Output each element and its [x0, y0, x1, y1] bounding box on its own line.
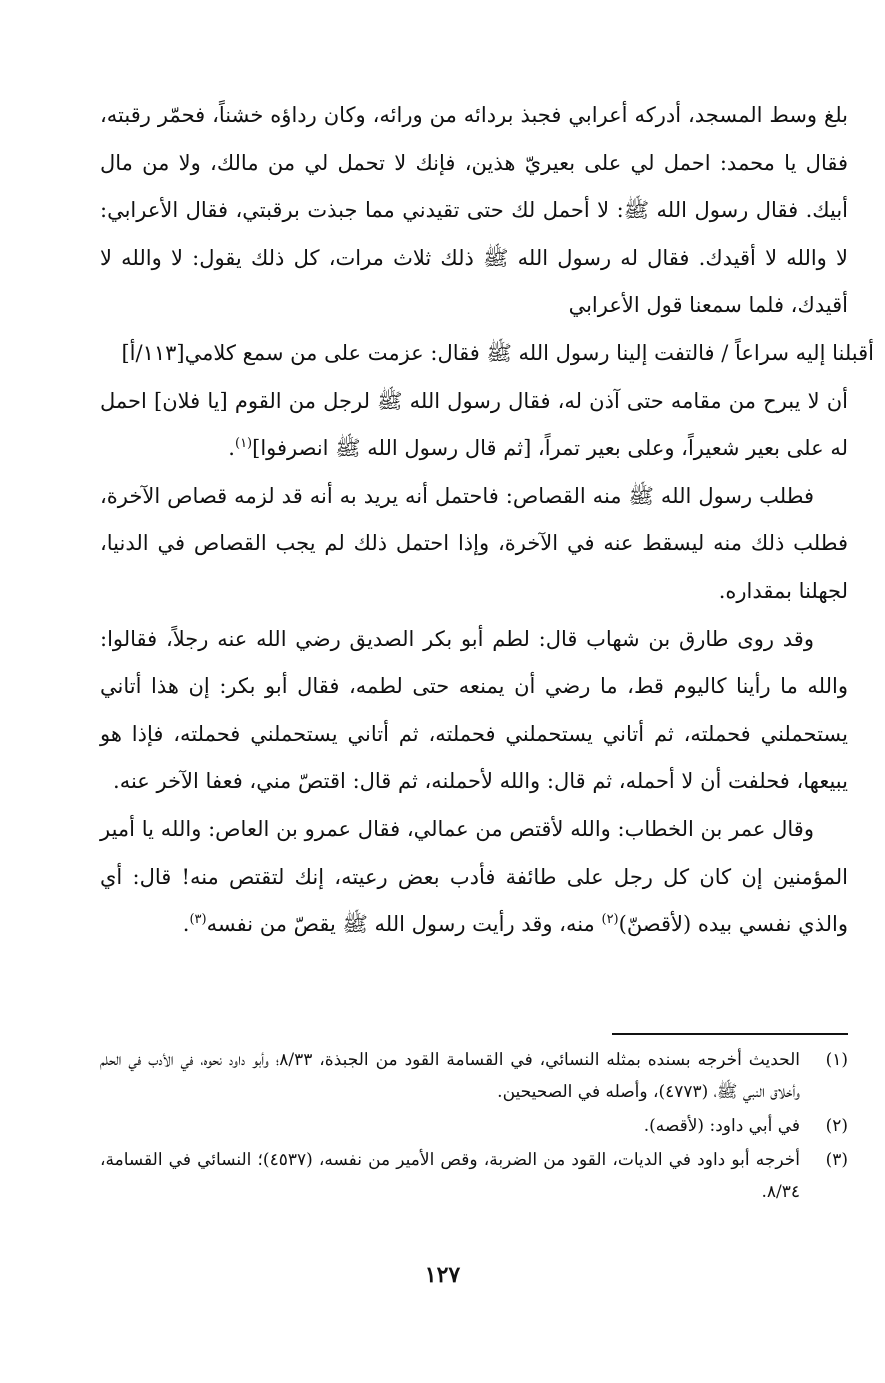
paragraph-4: وقال عمر بن الخطاب: والله لأقتص من عمالي، فقال عمرو بن العاص: والله يا أمير المؤمنين إن كان كل رجل على طائفة فأدب بعض رعيته، إنك لتقتص منه! قال: أي والذي نفسي بيده (لأقصنّ)$^{(٢)}$ منه، وقد رأيت رسول الله ﷺ يقصّ من نفسه$^{(٣)}$.	[100, 816, 848, 937]
paragraph-3: وقد روى طارق بن شهاب قال: لطم أبو بكر الصديق رضي الله عنه رجلاً، فقالوا: والله ما رأينا كاليوم قط، ما رضي أن يمنعه حتى لطمه، فقال أبو بكر: إن هذا أتاني يستحملني فحملته، ثم أتاني يستحملني فحملته، ثم أتاني يستحملني فحملته، فإذا هو يبيعها، فحلفت أن لا أحمله، ثم قال: والله لأحملنه، ثم قال: اقتصّ مني، فعفا الآخر عنه.	[100, 626, 848, 794]
main-text	[100, 92, 874, 949]
page-number: ١٢٧	[424, 1262, 461, 1288]
footnote-1	[100, 1044, 848, 1108]
footnote-3	[100, 1144, 848, 1208]
footnote-2	[100, 1110, 848, 1142]
footnote-separator	[612, 1033, 848, 1035]
footnote-marker-3: (٣)	[189, 912, 207, 928]
footnotes	[100, 1044, 848, 1210]
paragraph-1-end: أن لا يبرح من مقامه حتى آذن له، فقال رسول الله ﷺ لرجل من القوم [يا فلان] احمل له على بعير شعيراً، وعلى بعير تمراً، [ثم قال رسول الله ﷺ انصرفوا]$^{(١)}$.	[100, 388, 848, 461]
footnote-number: (٢)	[825, 1116, 848, 1136]
paragraph-1: بلغ وسط المسجد، أدركه أعرابي فجبذ بردائه من ورائه، وكان رداؤه خشناً، فحمّر رقبته، فقال يا محمد: احمل لي على بعيريّ هذين، فإنك لا تحمل لي من مالك، ولا من مال أبيك. فقال رسول الله ﷺ: لا أحمل لك حتى تقيدني مما جبذت برقبتي، فقال الأعرابي: لا والله لا أقيدك. فقال له رسول الله ﷺ ذلك ثلاث مرات، كل ذلك يقول: لا والله لا أقيدك، فلما سمعنا قول الأعرابي	[100, 103, 848, 318]
footnote-number: (٣)	[825, 1150, 848, 1170]
footnote-marker-2: (٢)	[601, 912, 619, 928]
paragraph-2: فطلب رسول الله ﷺ منه القصاص: فاحتمل أنه يريد به أنه قد لزمه قصاص الآخرة، فطلب ذلك منه ليسقط عنه في الآخرة، وإذا احتمل ذلك لم يجب القصاص في الدنيا، لجهلنا بمقداره.	[100, 483, 848, 603]
paragraph-1-continued: أقبلنا إليه سراعاً / فالتفت إلينا رسول الله ﷺ فقال: عزمت على من سمع كلامي[١١٣/أ]	[121, 340, 874, 365]
footnote-text: الحديث أخرجه بسنده بمثله النسائي، في القسامة القود من الجبذة، ٨/٣٣؛ وأبو داود نحوه، في الأدب في الحلم وأخلاق النبي ﷺ، (٤٧٧٣)، وأصله في الصحيحين.	[100, 1050, 801, 1102]
footnote-number: (١)	[825, 1050, 848, 1070]
footnote-text: في أبي داود: (لأقصه).	[643, 1116, 800, 1136]
footnote-marker-1: (١)	[234, 436, 253, 452]
footnote-text: أخرجه أبو داود في الديات، القود من الضربة، وقص الأمير من نفسه، (٤٥٣٧)؛ النسائي في القسامة، ٨/٣٤.	[100, 1150, 800, 1202]
